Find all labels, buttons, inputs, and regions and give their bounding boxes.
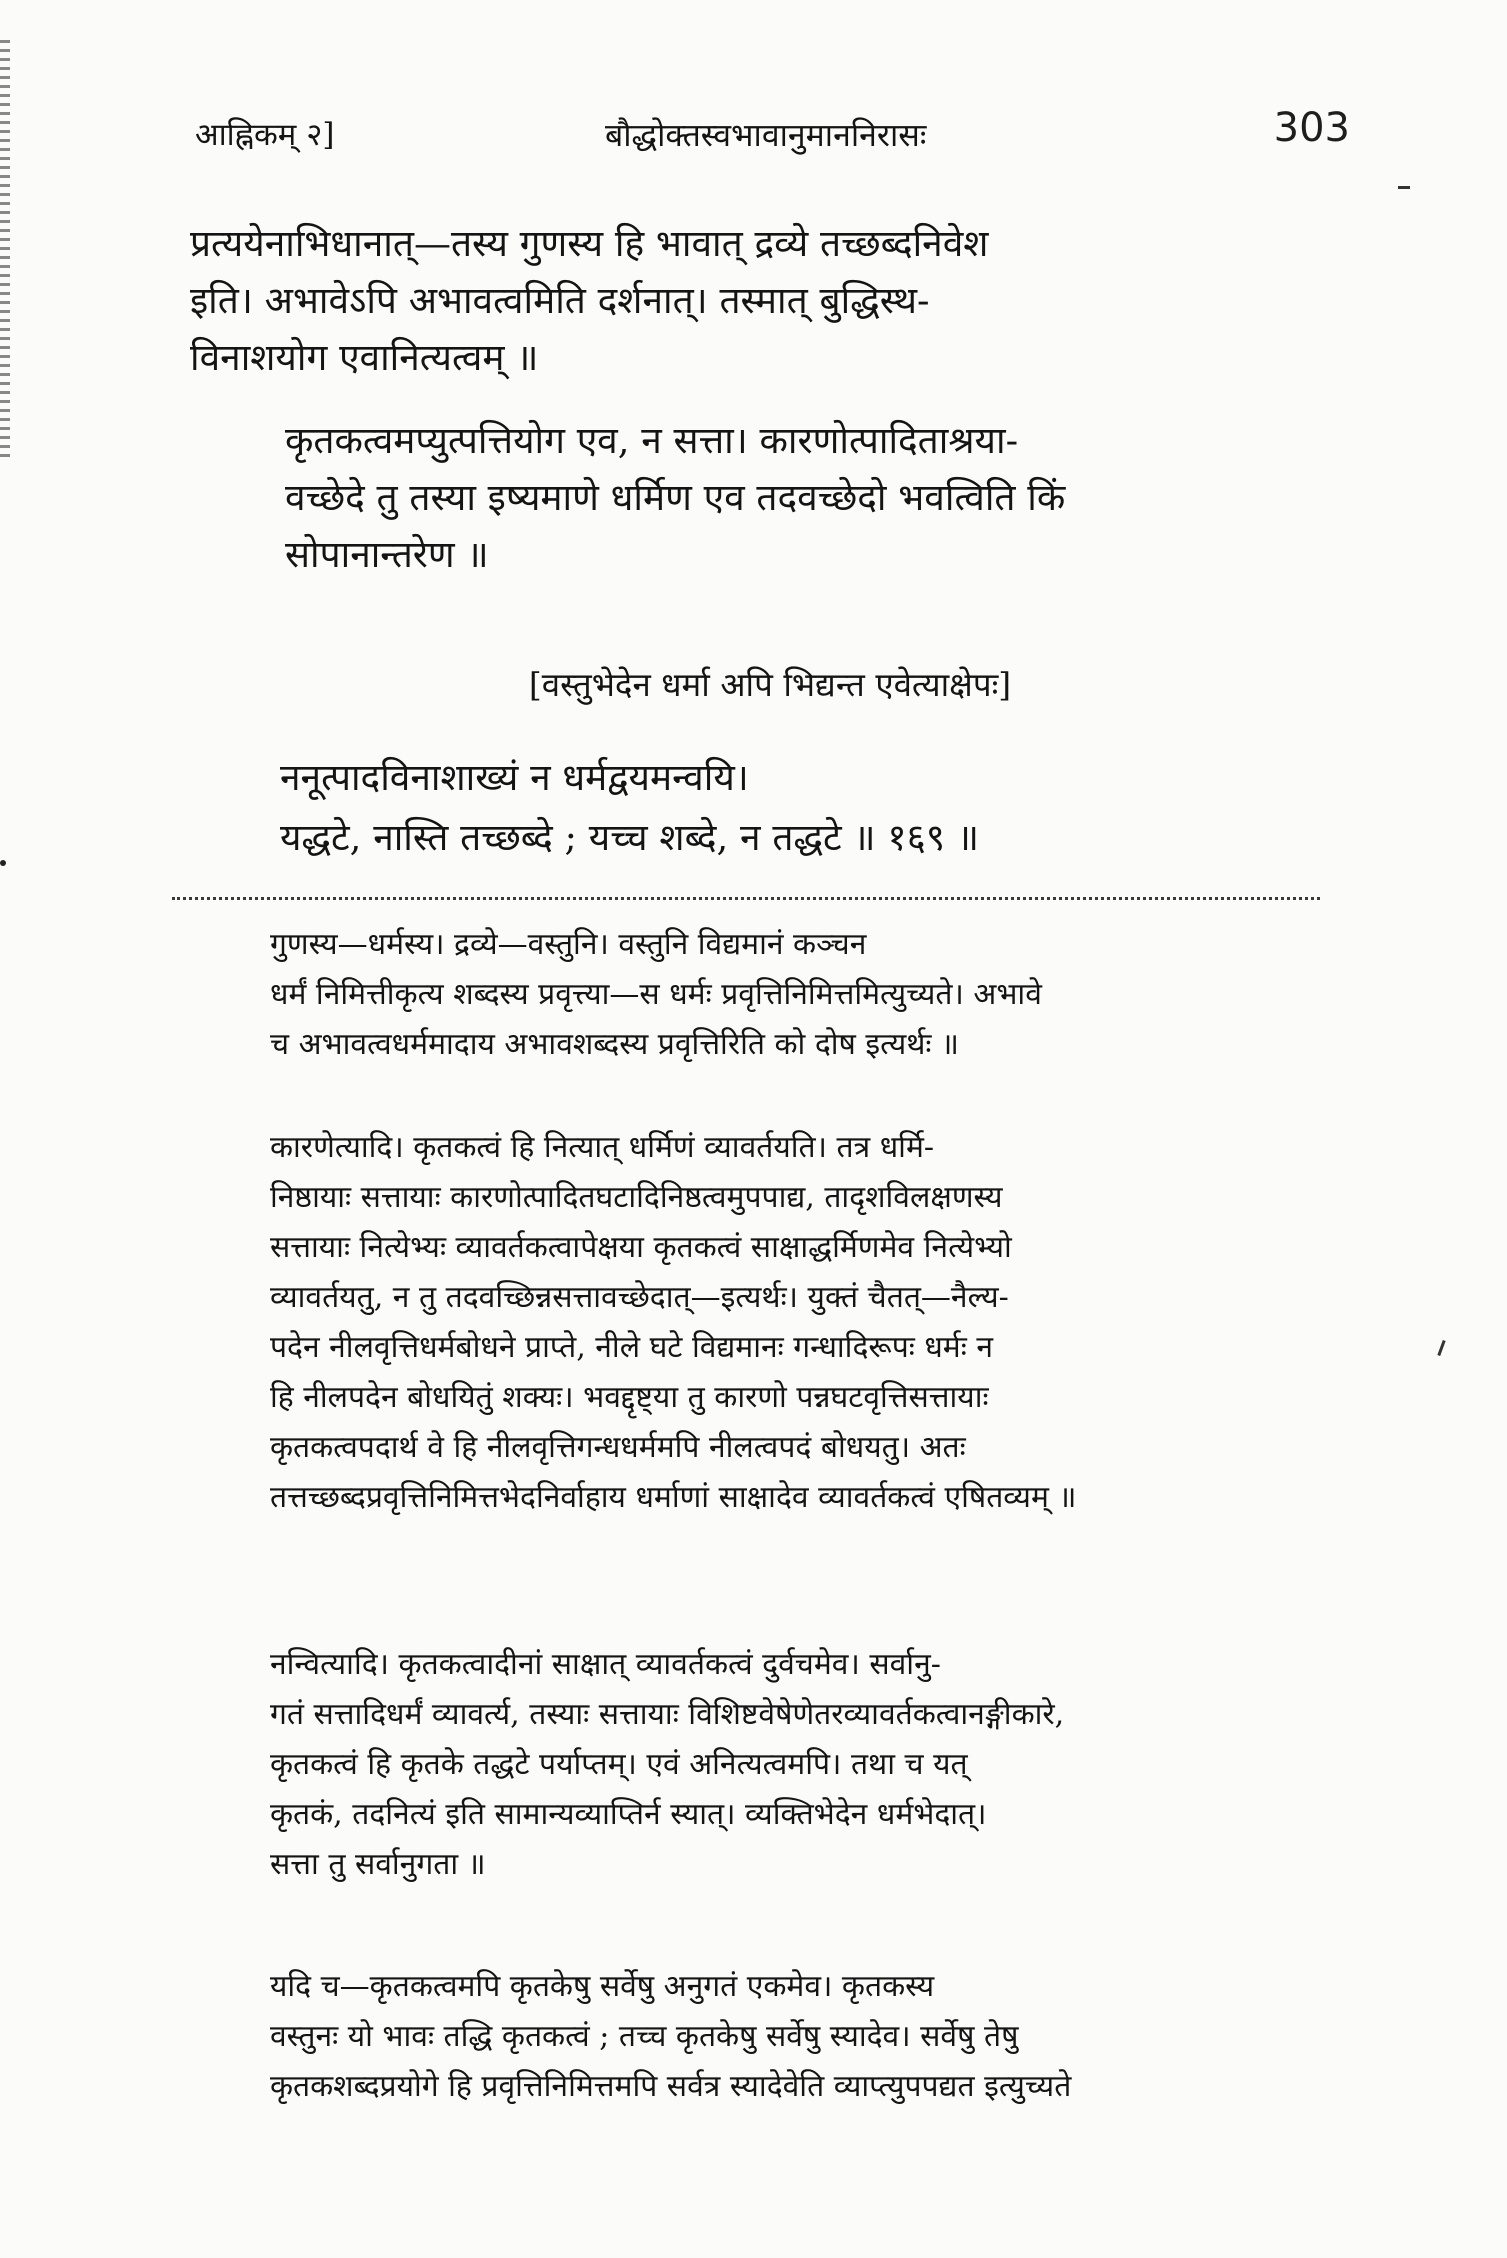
commentary-line: वस्तुनः यो भावः तद्धि कृतकत्वं ; तच्च कृतकेषु सर्वेषु स्यादेव। सर्वेषु तेषु [270, 2019, 1019, 2054]
scan-edge-artifact [0, 40, 10, 460]
commentary-line: गुणस्य—धर्मस्य। द्रव्ये—वस्तुनि। वस्तुनि विद्यमानं कञ्चन [270, 927, 867, 962]
commentary-line: सत्ता तु सर्वानुगता ॥ [270, 1847, 486, 1882]
text-line: कृतकत्वमप्युत्पत्तियोग एव, न सत्ता। कारणोत्पादिताश्रया- [285, 419, 1019, 462]
margin-mark [1398, 186, 1410, 189]
commentary-line: पदेन नीलवृत्तिधर्मबोधने प्राप्ते, नीले घटे विद्यमानः गन्धादिरूपः धर्मः न [270, 1330, 993, 1365]
text-line: इति। अभावेऽपि अभावत्वमिति दर्शनात्। तस्मात् बुद्धिस्थ- [190, 279, 930, 322]
running-header [195, 105, 1350, 165]
verse-line-1: ननूत्पादविनाशाख्यं न धर्मद्वयमन्वयि। [280, 756, 749, 799]
main-text-paragraph-2 [190, 412, 1350, 592]
verse-block [280, 748, 1330, 868]
commentary-line: नन्वित्यादि। कृतकत्वादीनां साक्षात् व्यावर्तकत्वं दुर्वचमेव। सर्वानु- [270, 1647, 941, 1682]
commentary-line: कृतकत्वं हि कृतके तद्धटे पर्याप्तम्। एवं अनित्यत्वमपि। तथा च यत् [270, 1747, 968, 1782]
commentary-line: गतं सत्तादिधर्मं व्यावर्त्य, तस्याः सत्तायाः विशिष्टवेषेणेतरव्यावर्तकत्वानङ्गीकारे, [270, 1697, 1065, 1732]
commentary-paragraph-4 [190, 1962, 1350, 2162]
commentary-line: धर्मं निमित्तीकृत्य शब्दस्य प्रवृत्त्या—स धर्मः प्रवृत्तिनिमित्तमित्युच्यते। अभावे [270, 977, 1042, 1012]
chapter-label: आह्निकम् २] [195, 117, 335, 153]
commentary-line: यदि च—कृतकत्वमपि कृतकेषु सर्वेषु अनुगतं एकमेव। कृतकस्य [270, 1969, 935, 2004]
text-line: प्रत्ययेनाभिधानात्—तस्य गुणस्य हि भावात् द्रव्ये तच्छब्दनिवेश [190, 222, 989, 265]
commentary-line: कारणेत्यादि। कृतकत्वं हि नित्यात् धर्मिणं व्यावर्तयति। तत्र धर्मि- [270, 1130, 935, 1165]
commentary-line: हि नीलपदेन बोधयितुं शक्यः। भवद्दृष्ट्या तु कारणो पन्नघटवृत्तिसत्तायाः [270, 1380, 989, 1415]
verse-line-2: यद्धटे, नास्ति तच्छब्दे ; यच्च शब्दे, न तद्धटे ॥ १६९ ॥ [280, 816, 979, 859]
commentary-line: च अभावत्वधर्ममादाय अभावशब्दस्य प्रवृत्तिरिति को दोष इत्यर्थः ॥ [270, 1027, 959, 1062]
commentary-line: तत्तच्छब्दप्रवृत्तिनिमित्तभेदनिर्वाहाय धर्माणां साक्षादेव व्यावर्तकत्वं एषितव्यम् ॥ [270, 1480, 1077, 1515]
text-line: सोपानान्तरेण ॥ [285, 533, 489, 576]
page-number: 303 [1273, 105, 1350, 151]
commentary-line: निष्ठायाः सत्तायाः कारणोत्पादितघटादिनिष्ठत्वमुपपाद्य, तादृशविलक्षणस्य [270, 1180, 1003, 1215]
section-heading: [वस्तुभेदेन धर्मा अपि भिद्यन्त एवेत्याक्षेपः] [528, 665, 1012, 704]
commentary-paragraph-1 [190, 920, 1350, 1120]
scan-speck [0, 860, 6, 866]
margin-tick [1437, 1340, 1445, 1356]
text-line: वच्छेदे तु तस्या इष्यमाणे धर्मिण एव तदवच्छेदो भवत्विति किं [285, 476, 1066, 519]
commentary-paragraph-3 [190, 1640, 1350, 1940]
commentary-line: व्यावर्तयतु, न तु तदवच्छिन्नसत्तावच्छेदात्—इत्यर्थः। युक्तं चैतत्—नैल्य- [270, 1280, 1009, 1315]
commentary-line: कृतकं, तदनित्यं इति सामान्यव्याप्तिर्न स्यात्। व्यक्तिभेदेन धर्मभेदात्। [270, 1797, 987, 1832]
commentary-line: सत्तायाः नित्येभ्यः व्यावर्तकत्वापेक्षया कृतकत्वं साक्षाद्धर्मिणमेव नित्येभ्यो [270, 1230, 1012, 1265]
commentary-paragraph-2 [190, 1123, 1350, 1623]
text-line: विनाशयोग एवानित्यत्वम् ॥ [190, 336, 539, 379]
dotted-divider [172, 897, 1320, 900]
main-text-paragraph-1 [190, 215, 1350, 395]
running-title: बौद्धोक्तस्वभावानुमाननिरासः [605, 116, 927, 154]
commentary-line: कृतकशब्दप्रयोगे हि प्रवृत्तिनिमित्तमपि सर्वत्र स्यादेवेति व्याप्त्युपपद्यत इत्युच्यते [270, 2069, 1072, 2104]
commentary-line: कृतकत्वपदार्थ वे हि नीलवृत्तिगन्धधर्ममपि नीलत्वपदं बोधयतु। अतः [270, 1430, 966, 1465]
